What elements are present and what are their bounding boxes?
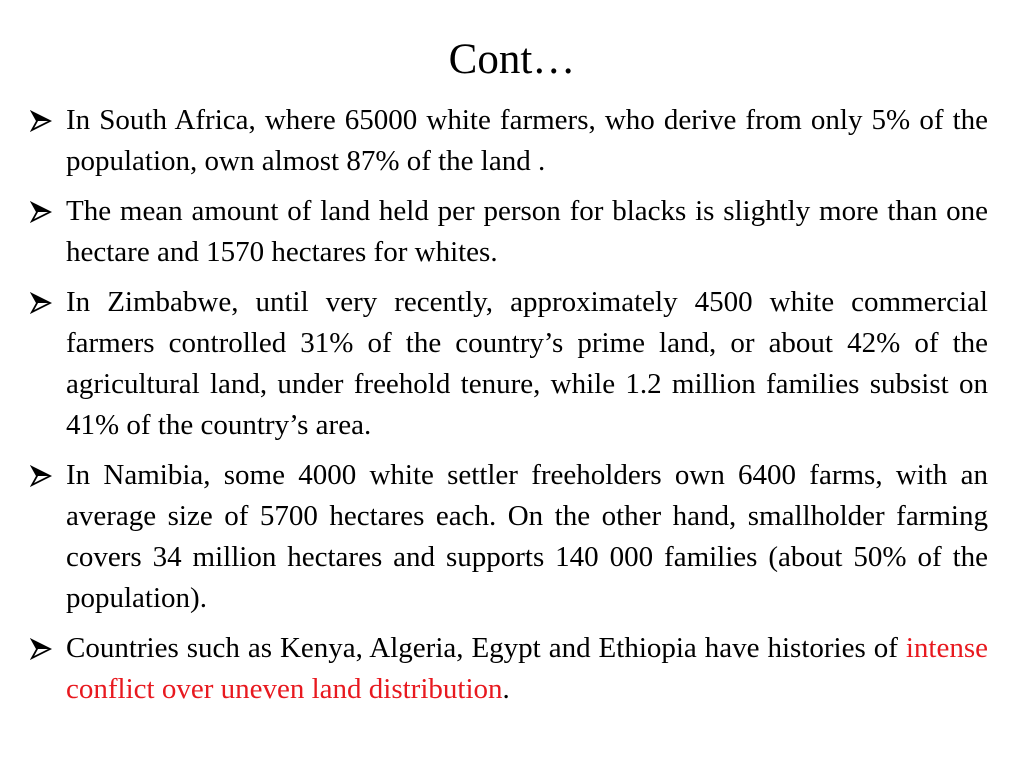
- bullet-text: In Namibia, some 4000 white settler freeholders own 6400 farms, with an average size of 5700 hectares each. On the other hand, smallholder farming covers 34 million hectares and supports 140 000 families (about 50% of the population).: [66, 459, 988, 614]
- bullet-text-before: Countries such as Kenya, Algeria, Egypt and Ethiopia have histories of: [66, 632, 906, 664]
- bullet-item: [26, 282, 988, 446]
- arrowhead-bullet-icon: [30, 201, 52, 223]
- highlighted-text: intense conflict over uneven land distribution: [66, 632, 988, 705]
- bullet-list: [26, 100, 988, 719]
- arrowhead-bullet-icon: [30, 465, 52, 487]
- bullet-item: [26, 191, 988, 273]
- arrowhead-bullet-icon: [30, 638, 52, 660]
- bullet-text: The mean amount of land held per person for blacks is slightly more than one hectare and 1570 hectares for whites.: [66, 195, 988, 268]
- bullet-item: [26, 455, 988, 619]
- bullet-text: In South Africa, where 65000 white farmers, who derive from only 5% of the population, own almost 87% of the land .: [66, 104, 988, 177]
- slide-title: Cont…: [448, 36, 576, 83]
- bullet-text-after: .: [502, 673, 510, 705]
- bullet-text: In Zimbabwe, until very recently, approximately 4500 white commercial farmers controlled 31% of the country’s prime land, or about 42% of the agricultural land, under freehold tenure, while 1.2 million families subsist on 41% of the country’s area.: [66, 286, 988, 441]
- bullet-item: [26, 628, 988, 710]
- arrowhead-bullet-icon: [30, 292, 52, 314]
- bullet-item: [26, 100, 988, 182]
- arrowhead-bullet-icon: [30, 110, 52, 132]
